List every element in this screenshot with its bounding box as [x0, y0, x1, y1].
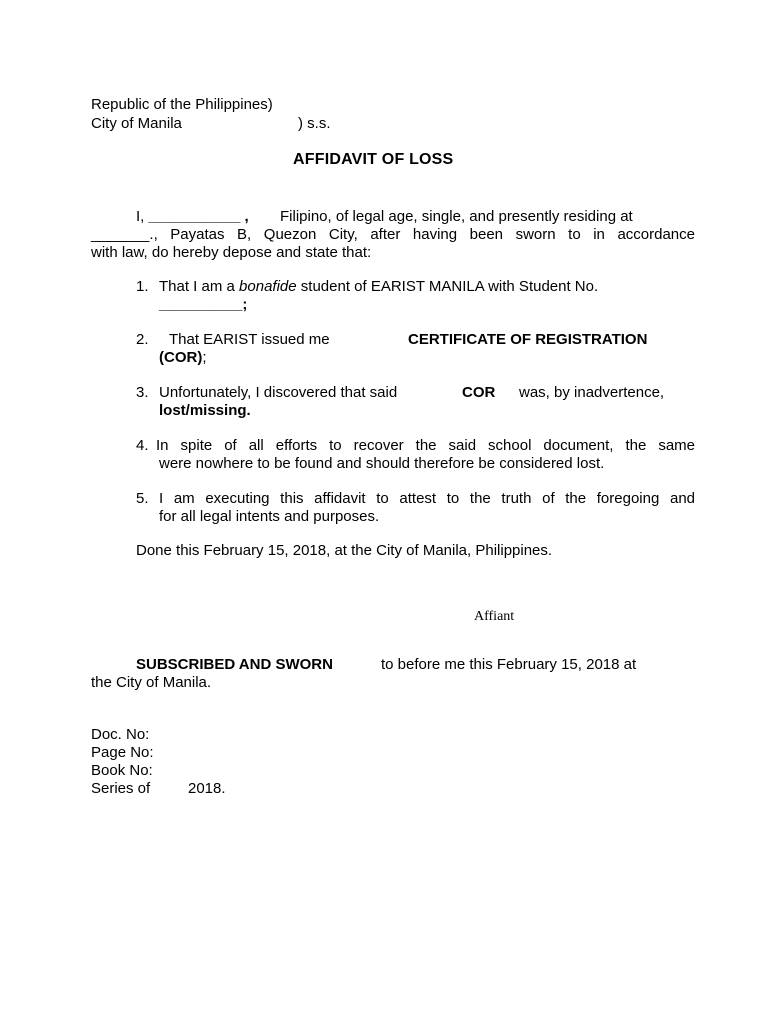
subscribed-line-2: the City of Manila. [91, 674, 212, 691]
item-2-number: 2. [136, 331, 149, 348]
item-2-text: That EARIST issued me [169, 331, 330, 348]
item-4-text: In spite of all efforts to recover the said school document, the same [156, 437, 695, 454]
item-1-number: 1. [136, 278, 149, 295]
series-label: Series of [91, 780, 151, 797]
subscribed-text: to before me this February 15, 2018 at [381, 656, 637, 673]
header-city: City of Manila [91, 115, 182, 132]
done-statement: Done this February 15, 2018, at the City of Manila, Philippines. [136, 542, 553, 559]
item-5-text: I am executing this affidavit to attest to the truth of the foregoing and [159, 490, 695, 507]
series-year: 2018. [188, 780, 226, 797]
intro-line-3: with law, do hereby depose and state that: [91, 244, 372, 261]
intro-i: I, [136, 208, 145, 225]
intro-line-2: _______., Payatas B, Quezon City, after having been sworn to in accordance [91, 226, 695, 243]
doc-no: Doc. No: [91, 726, 150, 743]
document-title: AFFIDAVIT OF LOSS [293, 151, 454, 168]
subscribed-sworn: SUBSCRIBED AND SWORN [136, 656, 333, 673]
item-2-line-2: (COR); [159, 349, 207, 366]
item-5-line-2: for all legal intents and purposes. [159, 508, 380, 525]
cor-abbrev: COR [462, 384, 496, 401]
page-no: Page No: [91, 744, 154, 761]
item-1-text: That I am a bonafide student of EARIST MANILA with Student No. [159, 278, 599, 295]
item-4-line-2: were nowhere to be found and should therefore be considered lost. [159, 455, 605, 472]
intro-line-1-end: Filipino, of legal age, single, and presently residing at [280, 208, 633, 225]
item-3-text-end: was, by inadvertence, [519, 384, 665, 401]
header-republic: Republic of the Philippines) [91, 96, 273, 113]
book-no: Book No: [91, 762, 153, 779]
bonafide-word: bonafide [239, 278, 297, 295]
cor-full-name: CERTIFICATE OF REGISTRATION [408, 331, 648, 348]
header-ss: ) s.s. [298, 115, 331, 132]
item-4-number: 4. [136, 437, 149, 454]
item-3-number: 3. [136, 384, 149, 401]
item-5-number: 5. [136, 490, 149, 507]
item-3-text: Unfortunately, I discovered that said [159, 384, 398, 401]
affiant-label: Affiant [474, 609, 515, 624]
lost-missing: lost/missing. [159, 402, 251, 419]
name-blank: ___________ , [148, 208, 249, 225]
student-no-blank: __________; [159, 296, 248, 313]
intro-line-1-start [136, 208, 249, 226]
